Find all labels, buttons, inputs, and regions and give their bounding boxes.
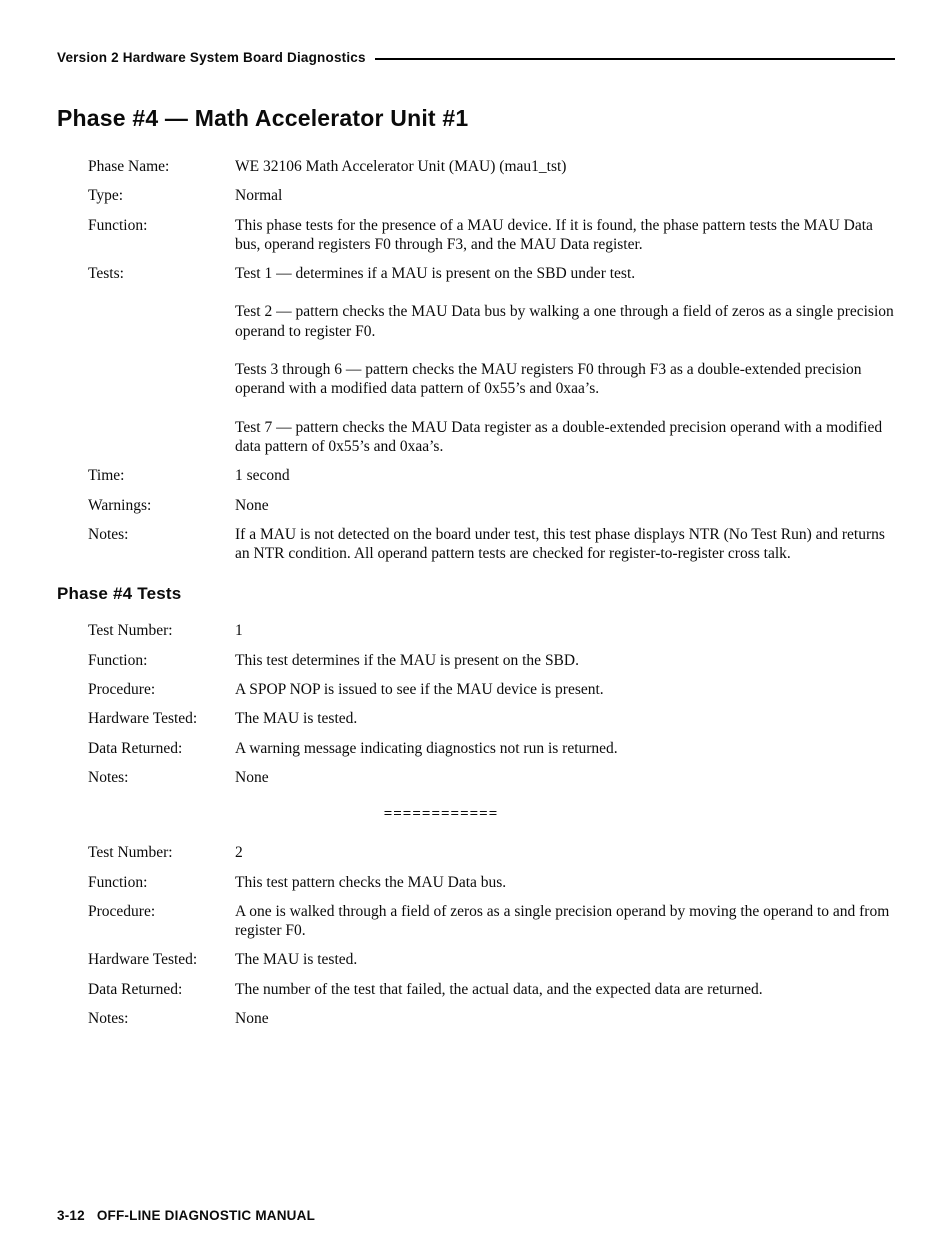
row-hardware-tested: [88, 709, 895, 728]
test-separator: ============: [383, 806, 499, 823]
row-notes: [88, 768, 895, 787]
row-label: Hardware Tested:: [88, 951, 198, 969]
header-rule: [375, 58, 895, 60]
row-value: A warning message indicating diagnostics not run is returned.: [235, 739, 618, 757]
row-label: Warnings:: [88, 496, 152, 514]
row-value: If a MAU is not detected on the board under test, this test phase displays NTR (No Test Run) and returns an NTR condition. All operand pattern tests are checked for register-to-register cross talk.: [235, 525, 885, 563]
row-hardware-tested: [88, 950, 895, 969]
row-value: The MAU is tested.: [235, 951, 358, 969]
row-label: Tests:: [88, 265, 124, 283]
row-label: Test Number:: [88, 622, 173, 640]
row-label: Function:: [88, 216, 148, 234]
row-value: None: [235, 1010, 269, 1028]
row-label: Notes:: [88, 1010, 129, 1028]
row-value: This phase tests for the presence of a MAU device. If it is found, the phase pattern tests the MAU Data bus, operand registers F0 through F3, and the MAU Data register.: [235, 216, 873, 253]
row-value: 1 second: [235, 467, 290, 485]
row-label: Procedure:: [88, 681, 156, 699]
row-label: Hardware Tested:: [88, 710, 198, 728]
tests-paragraph: Test 7 — pattern checks the MAU Data register as a double-extended precision operand with a modified data pattern of 0x55’s and 0xaa’s.: [235, 418, 883, 455]
row-time: [88, 466, 895, 485]
row-label: Function:: [88, 873, 148, 891]
row-value: A one is walked through a field of zeros as a single precision operand by moving the operand to and from register F0.: [235, 902, 890, 940]
row-procedure: [88, 680, 895, 699]
row-value: This test pattern checks the MAU Data bus.: [235, 873, 507, 891]
test1-list: [88, 621, 895, 787]
row-label: Time:: [88, 467, 125, 485]
tests-paragraph: Tests 3 through 6 — pattern checks the MAU registers F0 through F3 as a double-extended precision operand with a modified data pattern of 0x55’s and 0xaa’s.: [235, 361, 862, 398]
running-header: [57, 50, 895, 65]
row-value: [235, 264, 895, 456]
row-label: Data Returned:: [88, 980, 183, 998]
tests-paragraph: Test 2 — pattern checks the MAU Data bus by walking a one through a field of zeros as a single precision operand to register F0.: [235, 303, 894, 340]
phase-summary-list: [88, 157, 895, 563]
row-tests: [88, 264, 895, 456]
row-label: Notes:: [88, 768, 129, 786]
row-value: None: [235, 496, 269, 514]
footer-manual-title: OFF-LINE DIAGNOSTIC MANUAL: [96, 1208, 316, 1223]
row-function: [88, 651, 895, 670]
page-title: Phase #4 — Math Accelerator Unit #1: [57, 105, 469, 131]
row-test-number: [88, 621, 895, 640]
row-notes: [88, 1009, 895, 1028]
running-header-text: Version 2 Hardware System Board Diagnostics: [57, 50, 366, 65]
row-function: [88, 873, 895, 892]
row-procedure: [88, 902, 895, 941]
row-warnings: [88, 496, 895, 515]
row-label: Type:: [88, 187, 124, 205]
row-value: 1: [235, 622, 243, 640]
row-label: Test Number:: [88, 844, 173, 862]
row-label: Data Returned:: [88, 739, 183, 757]
row-label: Procedure:: [88, 902, 156, 920]
row-value: The MAU is tested.: [235, 710, 358, 728]
row-value: The number of the test that failed, the actual data, and the expected data are returned.: [235, 980, 763, 998]
row-data-returned: [88, 980, 895, 999]
row-value: Normal: [235, 187, 283, 205]
page-footer: [57, 1208, 315, 1223]
row-value: This test determines if the MAU is present on the SBD.: [235, 651, 579, 669]
row-type: [88, 186, 895, 205]
row-value: 2: [235, 844, 243, 862]
row-phase-name: [88, 157, 895, 176]
row-label: Phase Name:: [88, 158, 170, 175]
tests-section-heading: Phase #4 Tests: [57, 584, 182, 604]
test2-list: [88, 843, 895, 1028]
row-value: A SPOP NOP is issued to see if the MAU device is present.: [235, 681, 604, 699]
row-data-returned: [88, 739, 895, 758]
row-notes: [88, 525, 895, 564]
row-test-number: [88, 843, 895, 862]
row-value: None: [235, 768, 269, 786]
row-label: Function:: [88, 651, 148, 669]
footer-page-number: 3-12: [57, 1208, 85, 1223]
row-label: Notes:: [88, 525, 129, 543]
row-value: WE 32106 Math Accelerator Unit (MAU) (mau1_tst): [235, 158, 567, 175]
tests-paragraph: Test 1 — determines if a MAU is present on the SBD under test.: [235, 265, 636, 283]
row-function: [88, 216, 895, 255]
